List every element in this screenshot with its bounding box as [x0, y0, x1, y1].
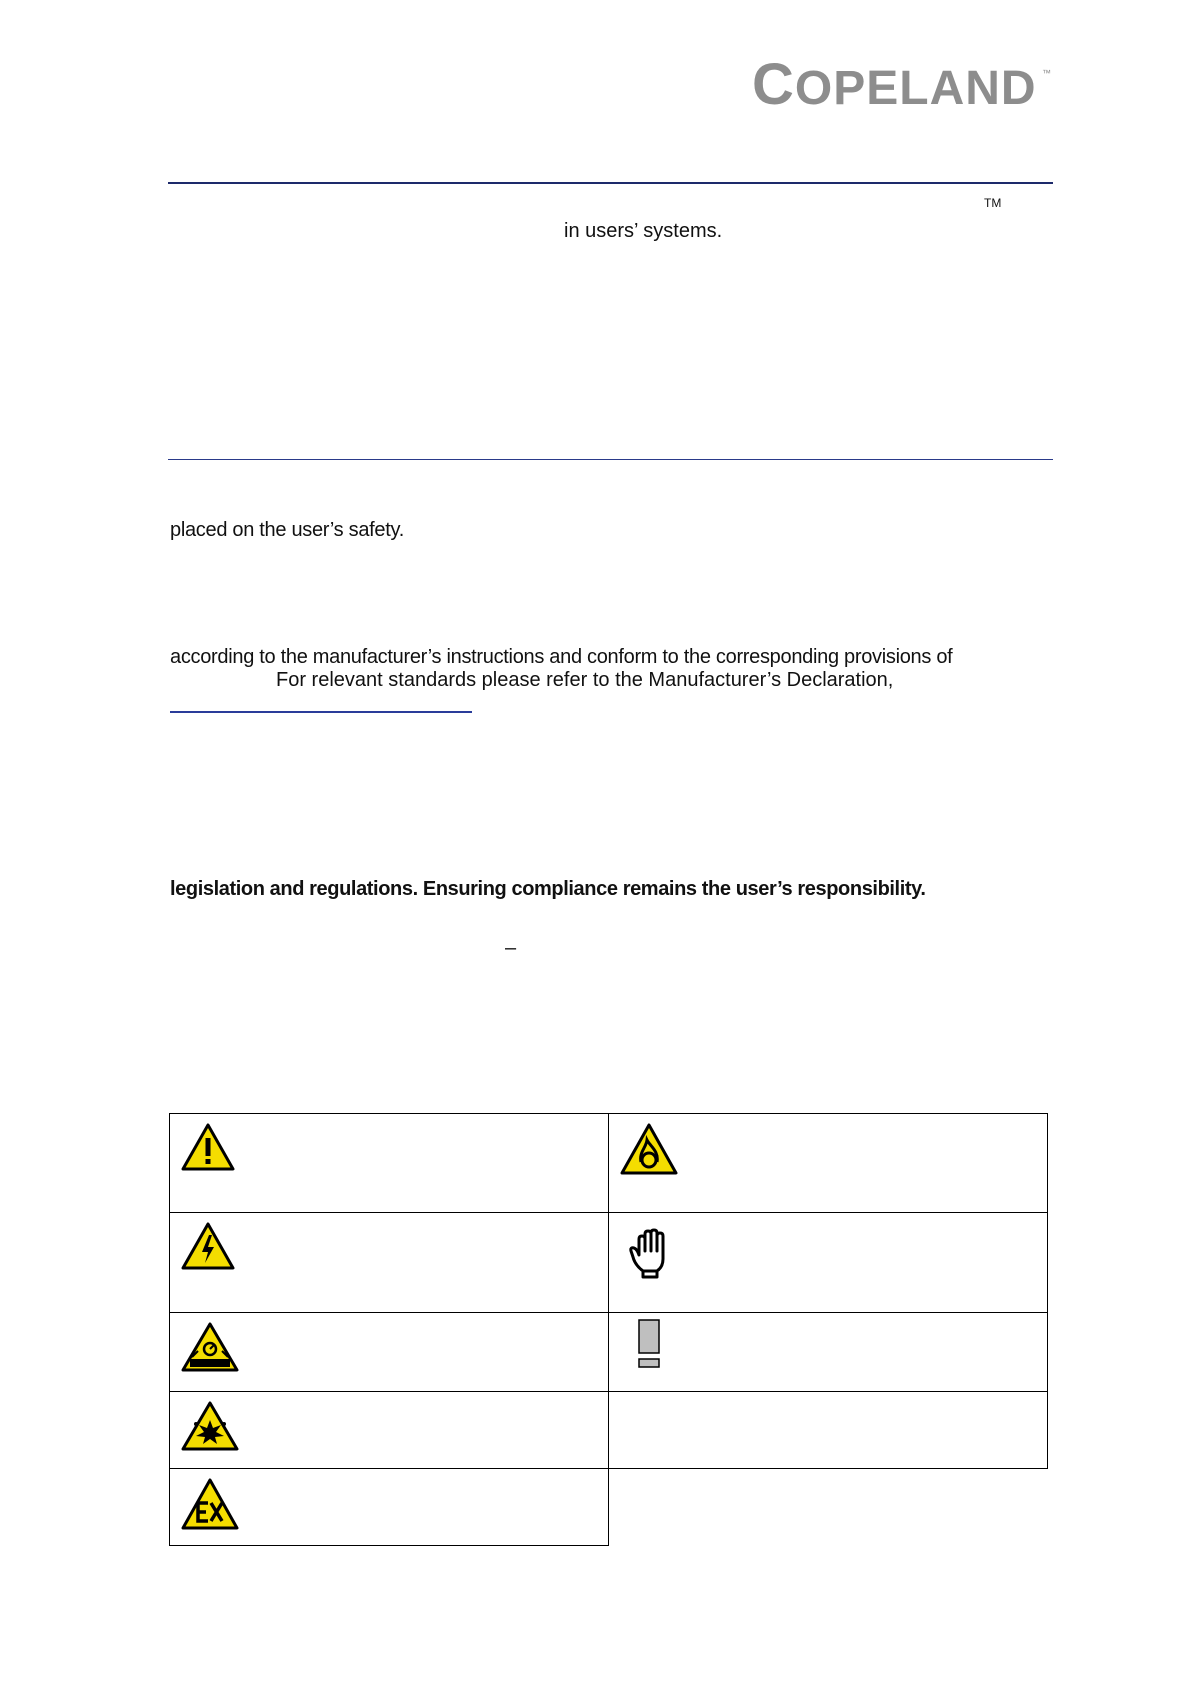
- standards-reference-text: For relevant standards please refer to the Manufacturer’s Declaration,: [276, 669, 894, 691]
- trademark-mark: TM: [984, 196, 1002, 210]
- symbol-cell: [609, 1114, 1048, 1213]
- copeland-logo: COPELAND: [752, 52, 1037, 117]
- oxidizing-icon: [619, 1122, 679, 1176]
- information-icon: [637, 1319, 661, 1371]
- compliance-text: legislation and regulations. Ensuring compliance remains the user’s responsibility.: [170, 878, 926, 900]
- symbol-row: [170, 1213, 1048, 1313]
- header-rule: [168, 182, 1053, 184]
- protective-gloves-icon: [627, 1227, 677, 1283]
- ex-atmosphere-icon: [180, 1477, 240, 1531]
- safety-symbols-table: [169, 1113, 1048, 1546]
- safety-text: placed on the user’s safety.: [170, 519, 404, 541]
- warning-icon: [180, 1122, 236, 1172]
- symbol-cell: [170, 1469, 609, 1546]
- symbol-cell: [609, 1313, 1048, 1392]
- explosion-hazard-icon: [180, 1400, 240, 1452]
- symbol-cell: [170, 1313, 609, 1392]
- symbol-row: [170, 1469, 1048, 1546]
- symbol-cell: [609, 1392, 1048, 1469]
- empty-cell: [609, 1469, 1048, 1546]
- electrical-hazard-icon: [180, 1221, 236, 1271]
- symbol-cell: [170, 1114, 609, 1213]
- manufacturer-instructions-text: according to the manufacturer’s instructions and conform to the corresponding provisions of: [170, 646, 953, 668]
- pressure-hazard-icon: [180, 1321, 240, 1373]
- symbol-cell: [170, 1213, 609, 1313]
- dash-mark: –: [505, 937, 517, 959]
- users-systems-text: in users’ systems.: [564, 220, 723, 242]
- symbol-cell: [170, 1392, 609, 1469]
- symbol-row: [170, 1392, 1048, 1469]
- symbol-row: [170, 1313, 1048, 1392]
- section-rule: [168, 459, 1053, 460]
- declaration-link-underline[interactable]: [170, 711, 472, 713]
- symbol-row: [170, 1114, 1048, 1213]
- symbol-cell: [609, 1213, 1048, 1313]
- logo-trademark: ™: [1042, 68, 1051, 78]
